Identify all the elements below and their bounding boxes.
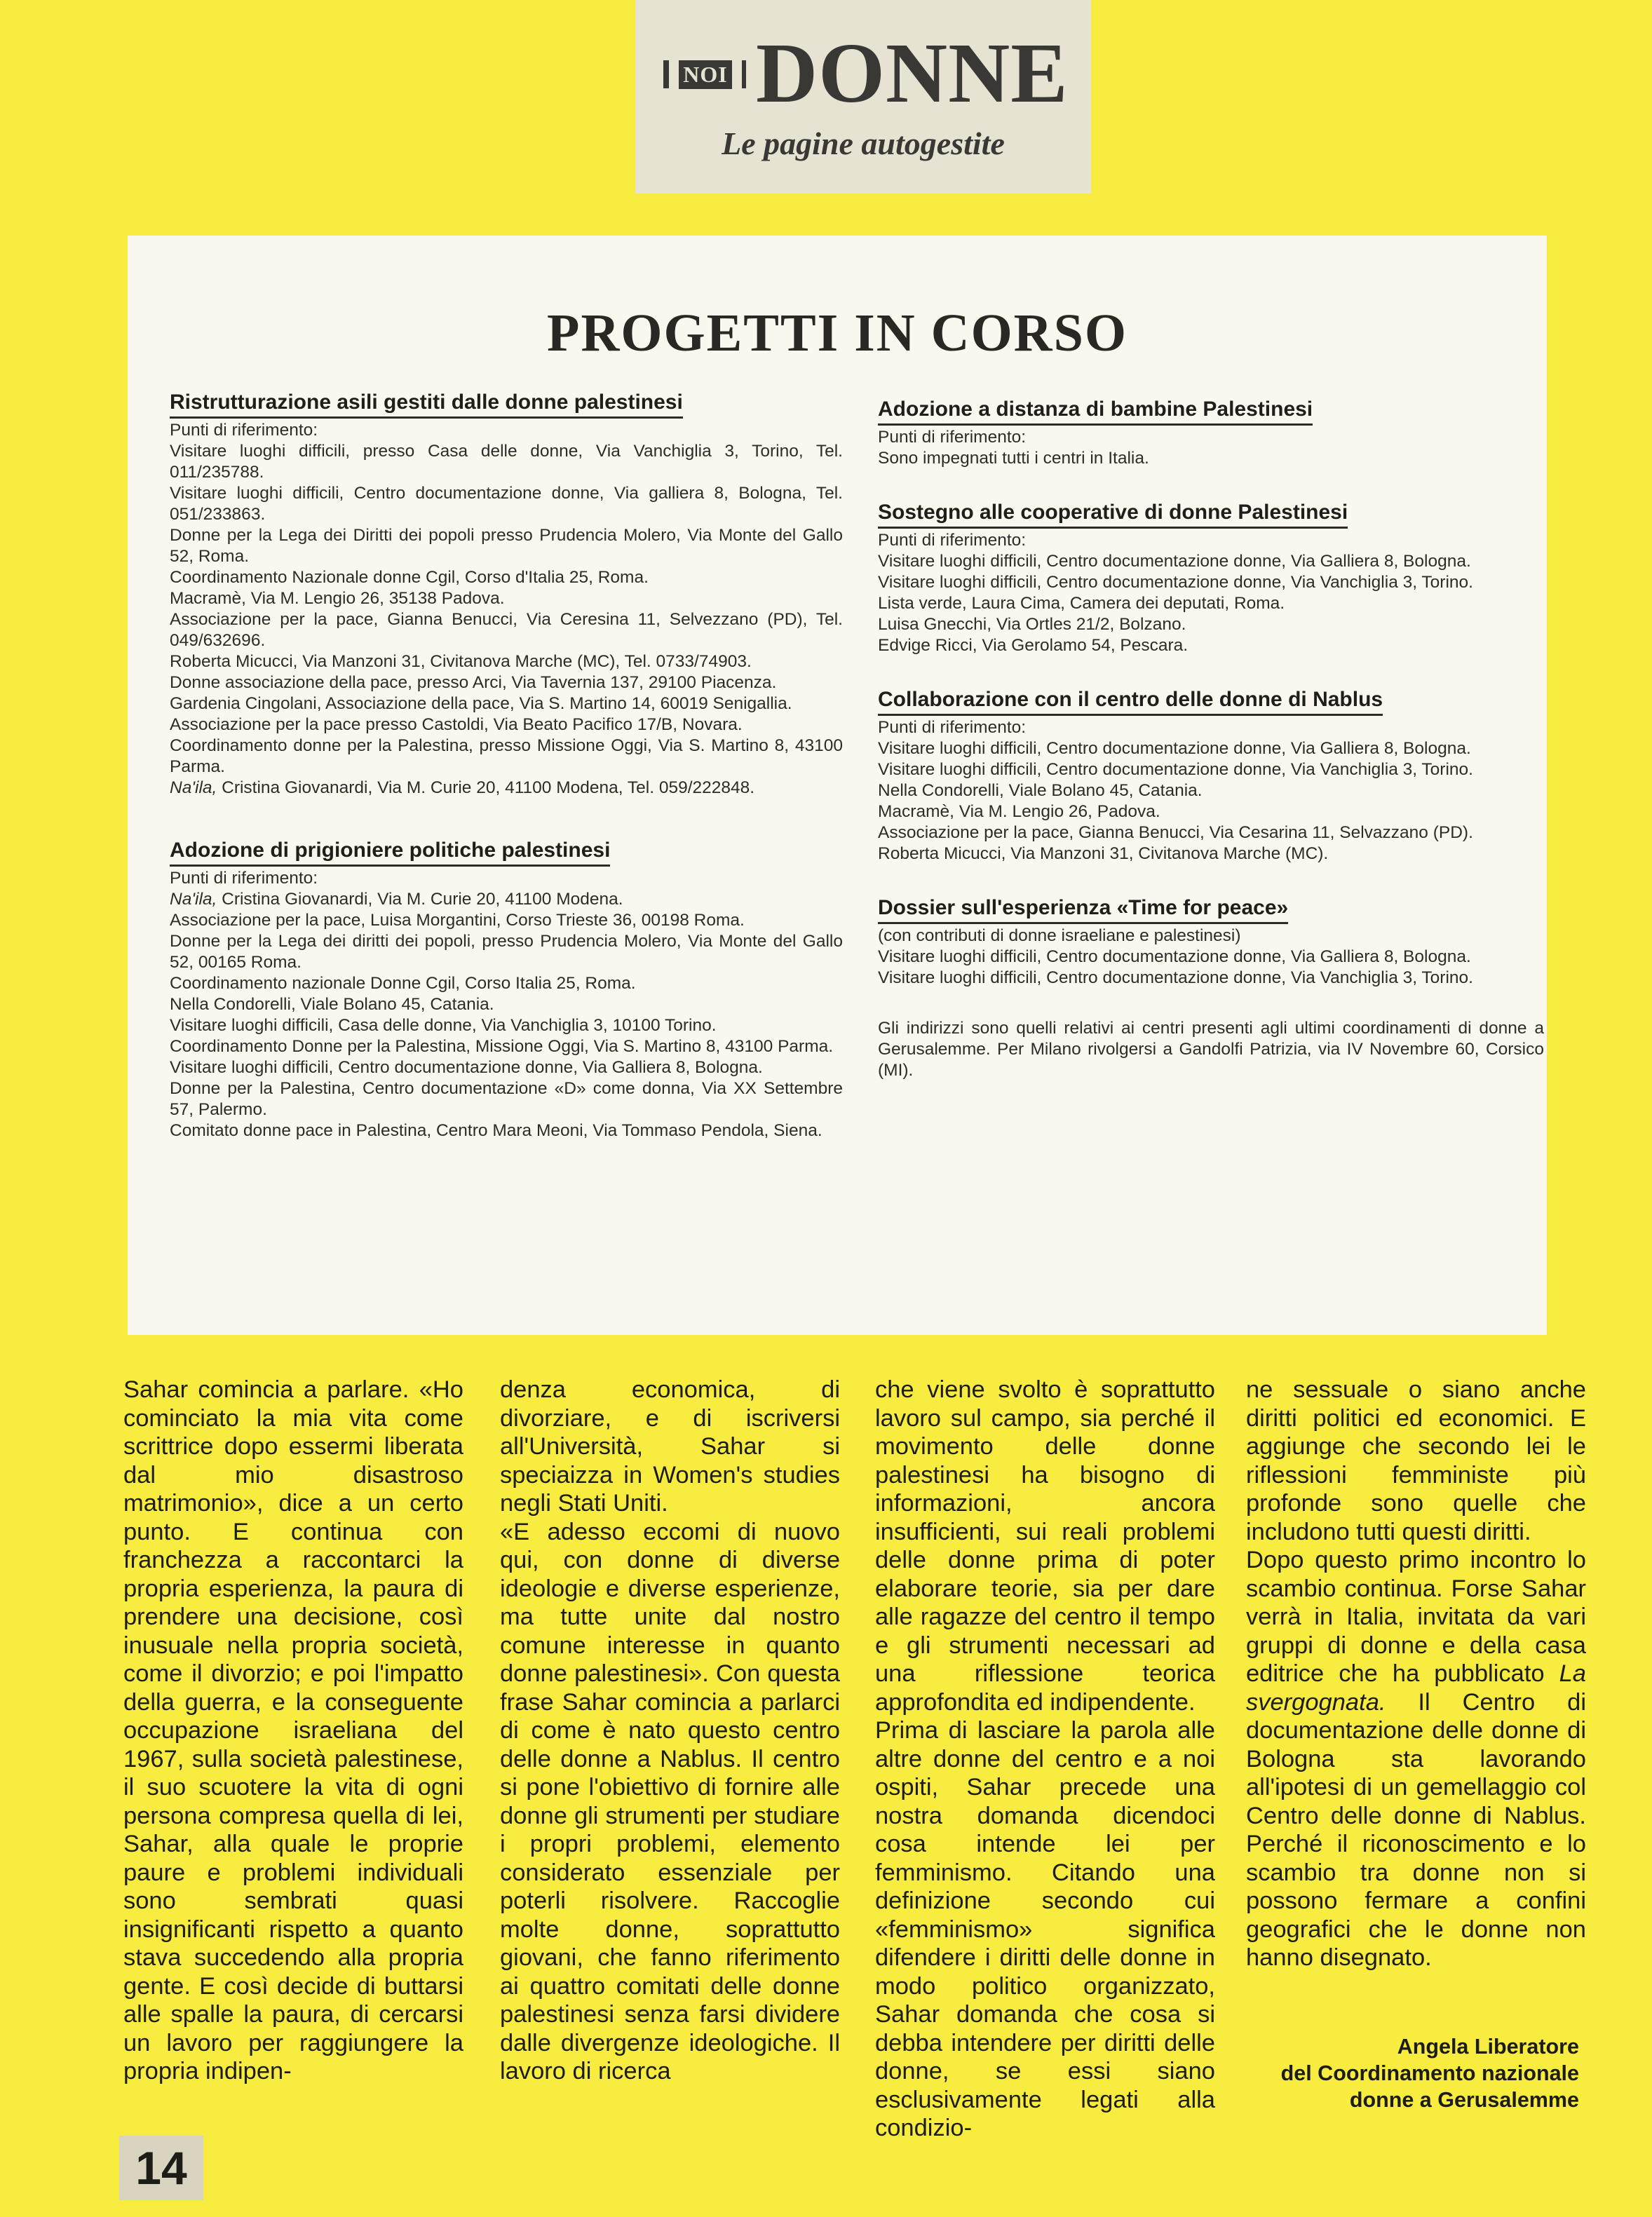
panel-title: PROGETTI IN CORSO <box>547 304 1128 362</box>
author-signature <box>1234 2033 1579 2113</box>
entry: Visitare luoghi difficili, Centro documentazione donne, Via Vanchiglia 3, Torino. <box>878 760 1473 779</box>
section-heading: Dossier sull'esperienza «Time for peace» <box>878 894 1288 924</box>
entry: Nella Condorelli, Viale Bolano 45, Catania. <box>878 781 1203 800</box>
entry: Punti di riferimento: <box>878 428 1027 447</box>
article-paragraph: ne sessuale o siano anche diritti politici ed economici. E aggiunge che secondo lei le riflessioni femministe più profonde sono quelle che includono tutti questi diritti. <box>1246 1376 1586 1545</box>
masthead <box>635 0 1091 194</box>
entry: Coordinamento donne per la Palestina, presso Missione Oggi, Via S. Martino 8, 43100 Parma. <box>170 736 843 776</box>
entry: Na'ila, Cristina Giovanardi, Via M. Curie 20, 41100 Modena, Tel. 059/222848. <box>170 778 755 797</box>
entry: Punti di riferimento: <box>878 531 1027 550</box>
section-heading: Sostegno alle cooperative di donne Palestinesi <box>878 499 1348 529</box>
panel-left-column <box>170 388 843 1141</box>
article-paragraph: «E adesso eccomi di nuovo qui, con donne di diverse ideologie e diverse esperienze, ma tutte unite dal nostro comune interesse in quanto donne palestinesi». Con questa frase Sahar comincia a parlarci di come è nato questo centro delle donne a Nablus. Il centro si pone l'obiettivo di fornire alle donne gli strumenti per studiare i propri problemi, elemento considerato essenziale per poterli risolvere. Raccoglie molte donne, soprattutto giovani, che fanno riferimento ai quattro comitati delle donne palestinesi senza farsi dividere dalle divergenze ideologiche. Il lavoro di ricerca <box>500 1518 840 2084</box>
entry: Visitare luoghi difficili, Centro documentazione donne, Via Galliera 8, Bologna. <box>878 739 1471 758</box>
article-column-1 <box>123 1376 463 2086</box>
entry: Visitare luoghi difficili, Casa delle donne, Via Vanchiglia 3, 10100 Torino. <box>170 1016 717 1035</box>
article-paragraph: che viene svolto è soprattutto lavoro sul campo, sia perché il movimento delle donne palestinesi ha bisogno di informazioni, ancora insufficienti, sui reali problemi delle donne prima di poter elaborare teorie, sia per dare alle ragazze del centro il tempo e gli strumenti necessari ad una riflessione teorica approfondita ed indipendente. <box>875 1376 1215 1716</box>
article-paragraph: Sahar comincia a parlare. «Ho cominciato la mia vita come scrittrice dopo essermi liberata dal mio disastroso matrimonio», dice a un certo punto. E continua con franchezza a raccontarci la propria esperienza, la paura di prendere una decisione, così inusuale nella propria società, come il divorzio; e poi l'impatto della guerra, e la conseguente occupazione israeliana del 1967, sulla società palestinese, il suo scuotere la vita di ogni persona compresa quella di lei, Sahar, alla quale le proprie paure e problemi individuali sono sembrati quasi insignificanti rispetto a quanto stava succedendo alla propria gente. E così decide di buttarsi alle spalle la paura, di cercarsi un lavoro per raggiungere la propria indipen- <box>123 1376 463 2084</box>
section-heading: Adozione di prigioniere politiche palestinesi <box>170 836 610 867</box>
article-paragraph: Dopo questo primo incontro lo scambio continua. Forse Sahar verrà in Italia, invitata da vari gruppi di donne e della casa editrice che ha pubblicato La svergognata. Il Centro di documentazione delle donne di Bologna sta lavorando all'ipotesi di un gemellaggio col Centro delle donne di Nablus. Perché il riconoscimento e lo scambio tra donne non si possono fermare a confini geografici che le donne non hanno disegnato. <box>1246 1547 1586 1971</box>
entry: Visitare luoghi difficili, Centro documentazione donne, Via Galliera 8, Bologna. <box>878 947 1471 966</box>
entry: Visitare luoghi difficili, Centro documentazione donne, Via Vanchiglia 3, Torino. <box>878 968 1473 987</box>
note-text: Gli indirizzi sono quelli relativi ai centri presenti agli ultimi coordinamenti di donne a Gerusalemme. Per Milano rivolgersi a Gandolfi Patrizia, via IV Novembre 60, Corsico (MI). <box>878 1019 1544 1080</box>
entry: Coordinamento Donne per la Palestina, Missione Oggi, Via S. Martino 8, 43100 Parma. <box>170 1037 834 1056</box>
italic-name: Na'ila, <box>170 778 217 797</box>
panel-note <box>878 1018 1544 1081</box>
entry: Na'ila, Cristina Giovanardi, Via M. Curie 20, 41100 Modena. <box>170 890 623 909</box>
section-dossier <box>878 894 1544 989</box>
author-affiliation: del Coordinamento nazionale <box>1280 2061 1579 2085</box>
entry: Donne per la Lega dei Diritti dei popoli presso Prudencia Molero, Via Monte del Gallo 52, Roma. <box>170 526 843 566</box>
entry: Visitare luoghi difficili, presso Casa delle donne, Via Vanchiglia 3, Torino, Tel. 011/235788. <box>170 442 843 482</box>
entry: (con contributi di donne israeliane e palestinesi) <box>878 926 1241 945</box>
entry: Coordinamento nazionale Donne Cgil, Corso Italia 25, Roma. <box>170 974 636 993</box>
article-paragraph: denza economica, di divorziare, e di iscriversi all'Università, Sahar si speciaizza in Women's studies negli Stati Uniti. <box>500 1376 840 1517</box>
article-column-3 <box>875 1376 1215 2143</box>
author-affiliation: donne a Gerusalemme <box>1349 2088 1579 2112</box>
entry: Edvige Ricci, Via Gerolamo 54, Pescara. <box>878 636 1189 655</box>
entry: Visitare luoghi difficili, Centro documentazione donne, Via Galliera 8, Bologna. <box>878 552 1471 571</box>
entry: Gardenia Cingolani, Associazione della pace, Via S. Martino 14, 60019 Senigallia. <box>170 694 792 713</box>
italic-name: Na'ila, <box>170 890 217 909</box>
entry: Donne per la Palestina, Centro documentazione «D» come donna, Via XX Settembre 57, Palermo. <box>170 1079 843 1119</box>
section-cooperative <box>878 499 1544 656</box>
entry: Coordinamento Nazionale donne Cgil, Corso d'Italia 25, Roma. <box>170 568 649 587</box>
entry: Macramè, Via M. Lengio 26, 35138 Padova. <box>170 589 505 608</box>
article-column-4 <box>1246 1376 1586 1972</box>
author-name: Angela Liberatore <box>1397 2035 1579 2059</box>
entry: Associazione per la pace, Gianna Benucci, Via Ceresina 11, Selvezzano (PD), Tel. 049/632696. <box>170 610 843 650</box>
entry: Visitare luoghi difficili, Centro documentazione donne, Via Galliera 8, Bologna. <box>170 1058 763 1077</box>
projects-panel <box>128 236 1547 1335</box>
entry: Punti di riferimento: <box>170 421 318 440</box>
section-heading: Collaborazione con il centro delle donne di Nablus <box>878 686 1383 716</box>
entry: Macramè, Via M. Lengio 26, Padova. <box>878 802 1160 821</box>
entry: Donne per la Lega dei diritti dei popoli, presso Prudencia Molero, Via Monte del Gallo 52, 00165 Roma. <box>170 932 843 972</box>
entry: Punti di riferimento: <box>878 718 1027 737</box>
section-prigioniere <box>170 836 843 1141</box>
page-number: 14 <box>119 2136 203 2200</box>
section-asili <box>170 388 843 799</box>
entry: Associazione per la pace presso Castoldi, Via Beato Pacifico 17/B, Novara. <box>170 715 743 734</box>
panel-right-column <box>878 395 1544 1081</box>
masthead-noi: NOI <box>669 46 742 102</box>
section-heading: Adozione a distanza di bambine Palestinesi <box>878 395 1313 426</box>
entry: Luisa Gnecchi, Via Ortles 21/2, Bolzano. <box>878 615 1186 634</box>
entry: Donne associazione della pace, presso Arci, Via Tavernia 137, 29100 Piacenza. <box>170 673 777 692</box>
book-title: La svergognata. <box>1246 1660 1586 1716</box>
section-adozione-distanza <box>878 395 1544 469</box>
entry: Visitare luoghi difficili, Centro documentazione donne, Via Vanchiglia 3, Torino. <box>878 573 1473 592</box>
section-heading: Ristrutturazione asili gestiti dalle donne palestinesi <box>170 388 683 419</box>
entry: Lista verde, Laura Cima, Camera dei deputati, Roma. <box>878 594 1285 613</box>
section-nablus <box>878 686 1544 865</box>
entry: Sono impegnati tutti i centri in Italia. <box>878 449 1149 468</box>
masthead-subtitle: Le pagine autogestite <box>722 126 1005 161</box>
entry: Roberta Micucci, Via Manzoni 31, Civitanova Marche (MC), Tel. 0733/74903. <box>170 652 752 671</box>
entry: Visitare luoghi difficili, Centro documentazione donne, Via galliera 8, Bologna, Tel. 051/233863. <box>170 484 843 524</box>
entry: Associazione per la pace, Luisa Morgantini, Corso Trieste 36, 00198 Roma. <box>170 911 745 930</box>
article-column-2 <box>500 1376 840 2086</box>
article-paragraph: Prima di lasciare la parola alle altre donne del centro e a noi ospiti, Sahar precede una nostra domanda dicendoci cosa intende lei per femminismo. Citando una definizione secondo cui «femminismo» significa difendere i diritti delle donne in modo politico organizzato, Sahar domanda che cosa si debba intendere per diritti delle donne, se essi siano esclusivamente legati alla condizio- <box>875 1717 1215 2141</box>
entry: Punti di riferimento: <box>170 869 318 888</box>
entry: Associazione per la pace, Gianna Benucci, Via Cesarina 11, Selvazzano (PD). <box>878 823 1473 842</box>
entry: Nella Condorelli, Viale Bolano 45, Catania. <box>170 995 494 1014</box>
masthead-title: DONNE <box>746 28 1078 119</box>
entry: Roberta Micucci, Via Manzoni 31, Civitanova Marche (MC). <box>878 844 1329 863</box>
entry: Comitato donne pace in Palestina, Centro Mara Meoni, Via Tommaso Pendola, Siena. <box>170 1121 822 1140</box>
